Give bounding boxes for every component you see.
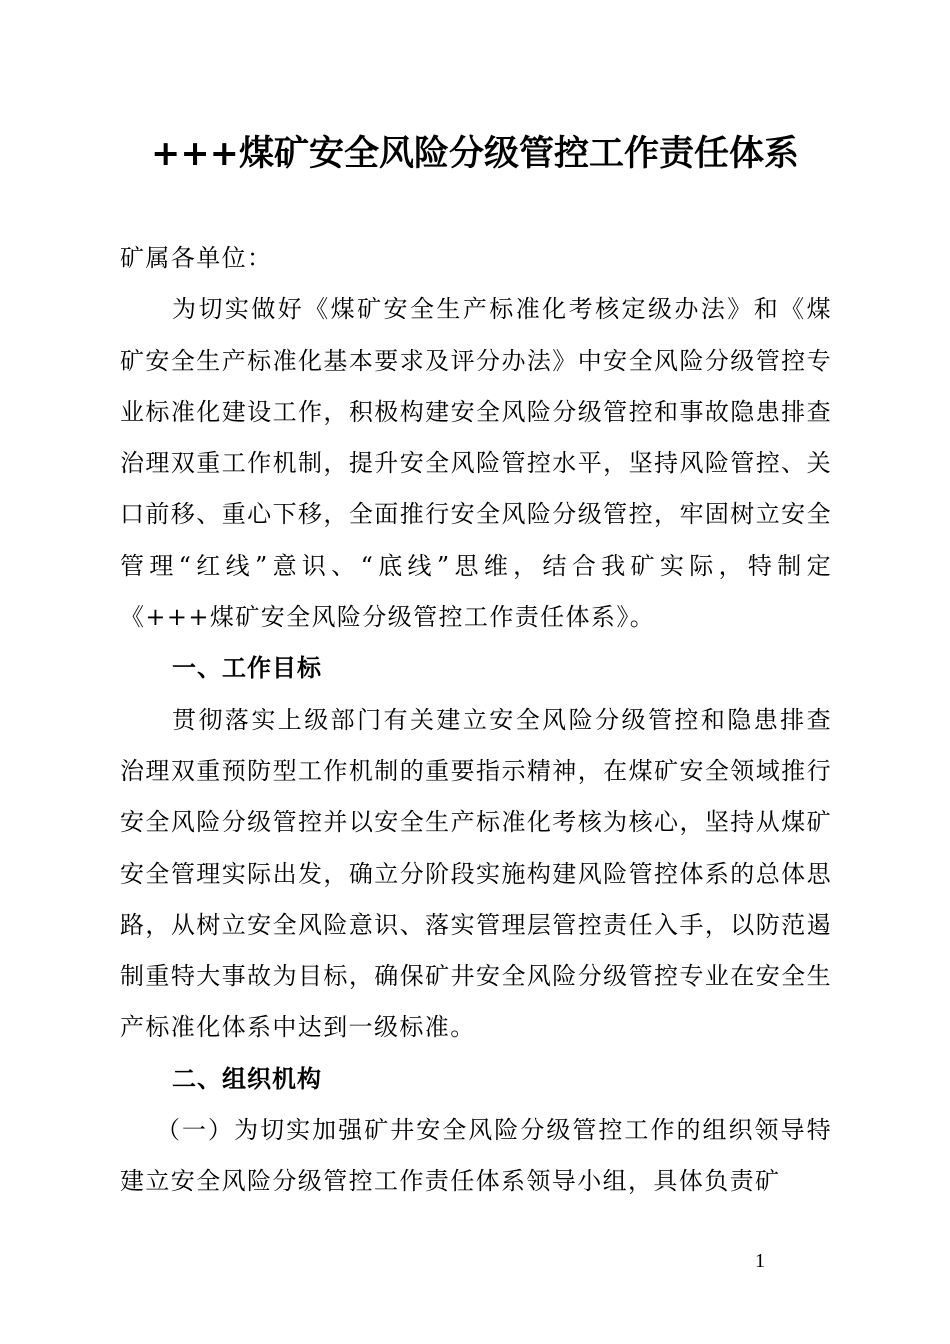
section-heading-goals: 一、工作目标	[172, 654, 322, 683]
salutation: 矿属各单位：	[120, 244, 273, 272]
page-number: 1	[755, 1250, 765, 1272]
section-heading-organization: 二、组织机构	[172, 1064, 322, 1093]
intro-paragraph: 为切实做好《煤矿安全生产标准化考核定级办法》和《煤矿安全生产标准化基本要求及评分办法》中安全风险分级管控专业标准化建设工作，积极构建安全风险分级管控和事故隐患排查治理双重工作机制，提升安全风险管控水平，坚持风险管控、关口前移、重心下移，全面推行安全风险分级管控，牢固树立安全管理“红线”意识、“底线”思维，结合我矿实际，特制定《+++煤矿安全风险分级管控工作责任体系》。	[120, 295, 832, 632]
goals-paragraph: 贯彻落实上级部门有关建立安全风险分级管控和隐患排查治理双重预防型工作机制的重要指示精神，在煤矿安全领域推行安全风险分级管控并以安全生产标准化考核为核心，坚持从煤矿安全管理实际出发，确立分阶段实施构建风险管控体系的总体思路，从树立安全风险意识、落实管理层管控责任入手，以防范遏制重特大事故为目标，确保矿井安全风险分级管控专业在安全生产标准化体系中达到一级标准。	[120, 705, 832, 1042]
document-title: +++煤矿安全风险分级管控工作责任体系	[151, 134, 799, 174]
organization-paragraph: （一）为切实加强矿井安全风险分级管控工作的组织领导特建立安全风险分级管控工作责任体系领导小组，具体负责矿	[120, 1116, 832, 1196]
document-body	[120, 233, 832, 1208]
